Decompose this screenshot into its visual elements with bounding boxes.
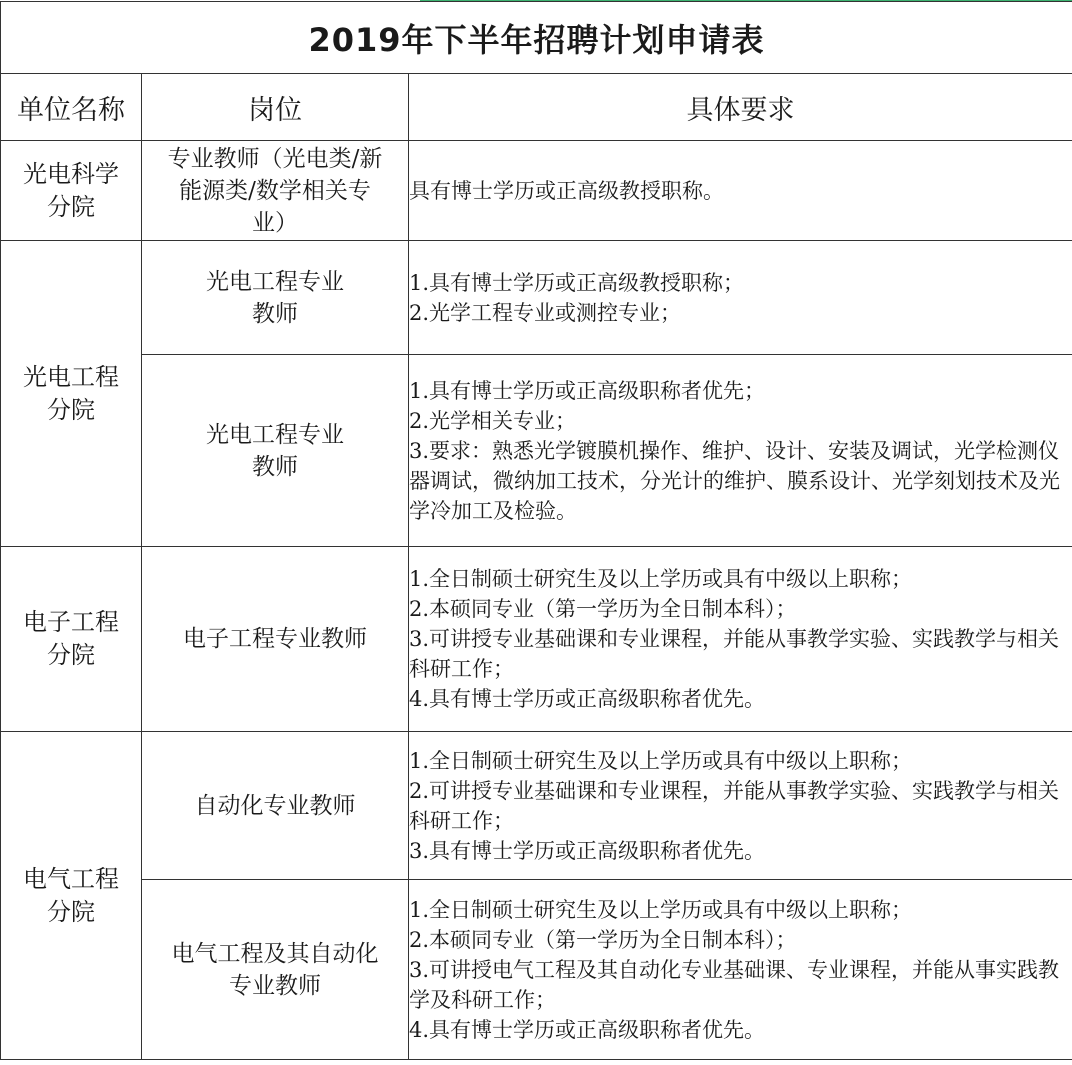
requirement-item: 1.全日制硕士研究生及以上学历或具有中级以上职称； <box>409 567 913 591</box>
recruitment-plan-table <box>0 1 1072 1060</box>
unit-name-cell <box>1 732 142 1060</box>
unit-name <box>23 865 119 926</box>
requirement-item: 4.具有博士学历或正高级职称者优先。 <box>409 687 766 711</box>
position-name <box>206 422 344 480</box>
requirements-cell <box>409 355 1072 547</box>
table-row <box>1 732 1072 880</box>
table-row <box>1 880 1072 1060</box>
text-line: 教师 <box>252 453 298 480</box>
text-line: 业） <box>252 209 298 236</box>
requirement-item: 1.具有博士学历或正高级职称者优先； <box>409 378 766 403</box>
text-line: 光电科学 <box>23 159 119 188</box>
unit-name <box>23 363 119 424</box>
text-line: 专业教师（光电类/新 <box>167 145 383 172</box>
requirement-item: 3.可讲授电气工程及其自动化专业基础课、专业课程，并能从事实践教学及科研工作； <box>409 957 1060 1012</box>
position-cell <box>142 141 409 241</box>
text-line: 教师 <box>252 300 298 327</box>
position-cell <box>142 880 409 1060</box>
table-title: 2019年下半年招聘计划申请表 <box>1 2 1072 74</box>
position-name <box>183 626 367 652</box>
position-name <box>168 146 383 236</box>
text-line: 光电工程专业 <box>206 268 344 295</box>
position-cell <box>142 241 409 355</box>
position-name <box>206 269 344 327</box>
header-requirements: 具体要求 <box>409 74 1072 141</box>
position-cell <box>142 732 409 880</box>
text-line: 自动化专业教师 <box>194 792 356 819</box>
text-line: 电子工程专业教师 <box>183 626 367 652</box>
text-line: 专业教师 <box>229 972 321 999</box>
position-name <box>195 793 356 819</box>
requirement-item: 1.全日制硕士研究生及以上学历或具有中级以上职称； <box>409 897 913 922</box>
header-position: 岗位 <box>142 74 409 141</box>
text-line: 分院 <box>47 192 95 221</box>
requirement-item: 4.具有博士学历或正高级职称者优先。 <box>409 1017 766 1042</box>
requirement-item: 具有博士学历或正高级教授职称。 <box>409 178 724 203</box>
requirements-cell <box>409 732 1072 880</box>
requirement-item: 2.本硕同专业（第一学历为全日制本科）； <box>409 927 797 952</box>
text-line: 能源类/数学相关专 <box>179 177 371 204</box>
unit-name <box>23 608 119 669</box>
text-line: 分院 <box>47 641 95 669</box>
text-line: 电气工程 <box>23 864 119 893</box>
text-line: 光电工程专业 <box>206 421 344 448</box>
text-line: 分院 <box>47 395 95 424</box>
unit-name-cell <box>1 241 142 547</box>
table-row <box>1 547 1072 732</box>
requirements-cell <box>409 547 1072 732</box>
unit-name <box>23 160 119 221</box>
requirement-item: 3.要求：熟悉光学镀膜机操作、维护、设计、安装及调试，光学检测仪器调试，微纳加工技术，分光计的维护、膜系设计、光学刻划技术及光学冷加工及检验。 <box>409 438 1060 523</box>
requirement-item: 2.光学工程专业或测控专业； <box>409 300 682 325</box>
requirement-item: 2.本硕同专业（第一学历为全日制本科）； <box>409 597 797 621</box>
requirements-cell <box>409 141 1072 241</box>
requirement-item: 2.可讲授专业基础课和专业课程，并能从事教学实验、实践教学与相关科研工作； <box>409 778 1060 833</box>
requirement-item: 3.可讲授专业基础课和专业课程，并能从事教学实验、实践教学与相关科研工作； <box>409 627 1060 681</box>
requirement-item: 2.光学相关专业； <box>409 408 577 433</box>
requirement-item: 1.具有博士学历或正高级教授职称； <box>409 270 745 295</box>
unit-name-cell <box>1 547 142 732</box>
table-row <box>1 355 1072 547</box>
unit-name-cell <box>1 141 142 241</box>
header-unit-name: 单位名称 <box>1 74 142 141</box>
position-cell <box>142 547 409 732</box>
requirements-cell <box>409 241 1072 355</box>
text-line: 电子工程 <box>23 608 119 636</box>
position-name <box>172 941 379 999</box>
requirement-item: 3.具有博士学历或正高级职称者优先。 <box>409 838 766 863</box>
position-cell <box>142 355 409 547</box>
text-line: 电气工程及其自动化 <box>171 940 379 967</box>
requirement-item: 1.全日制硕士研究生及以上学历或具有中级以上职称； <box>409 748 913 773</box>
requirements-cell <box>409 880 1072 1060</box>
text-line: 光电工程 <box>23 362 119 391</box>
table-row <box>1 241 1072 355</box>
text-line: 分院 <box>47 897 95 926</box>
table-row <box>1 141 1072 241</box>
